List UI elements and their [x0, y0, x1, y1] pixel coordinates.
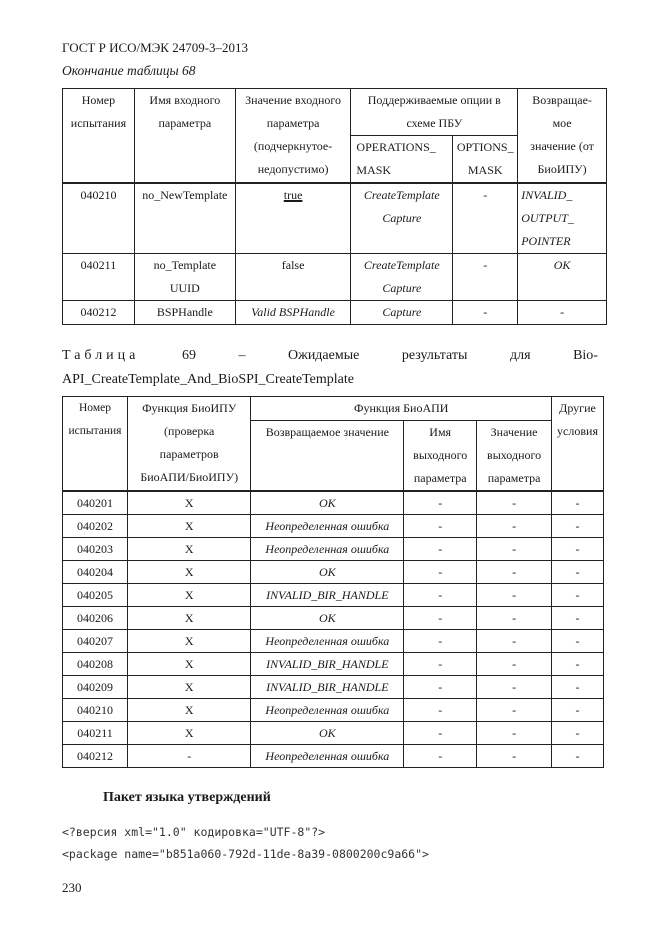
table-cell-name: - [404, 745, 477, 768]
th-bioipu-func: Функция БиоИПУ (проверка параметров БиоАПИ/БиоИПУ) [127, 397, 251, 492]
table-cell-func: X [127, 699, 251, 722]
th-operations-mask: OPERATIONS_ MASK [351, 136, 453, 184]
table-cell-ret: Неопределенная ошибка [251, 699, 404, 722]
table-cell-ret: Неопределенная ошибка [251, 515, 404, 538]
table-cell-ret: INVALID_BIR_HANDLE [251, 653, 404, 676]
table-cell-val: - [477, 491, 552, 515]
table-cell-num: 040209 [63, 676, 128, 699]
table-cell-func: - [127, 745, 251, 768]
table-cell-other: - [552, 515, 604, 538]
table-cell-other: - [552, 745, 604, 768]
table-cell-ret: OK [251, 607, 404, 630]
table-row [63, 515, 604, 538]
table-cell-num: 040201 [63, 491, 128, 515]
th-options-mask: OPTIONS_ MASK [453, 136, 518, 184]
th-bioapi-func: Функция БиоАПИ [251, 397, 552, 421]
table-cell-other: - [552, 561, 604, 584]
table-cell-func: X [127, 515, 251, 538]
th-return-value: Возвращаемое значение [251, 421, 404, 492]
table-cell-func: X [127, 584, 251, 607]
table-68 [62, 88, 607, 325]
table-cell-name: - [404, 491, 477, 515]
table-cell-num: 040205 [63, 584, 128, 607]
table-row: 040210 no_NewTemplate true CreateTemplate Capture - INVALID_ OUTPUT_ POINTER [63, 183, 607, 254]
table68-header-row [63, 89, 607, 136]
table-cell-val: - [477, 699, 552, 722]
th-test-num: Номер испытания [63, 397, 128, 492]
table-cell-other: - [552, 584, 604, 607]
table-cell-other: - [552, 676, 604, 699]
table-row: 040211 no_Template UUID false CreateTemplate Capture - OK [63, 254, 607, 301]
table-cell-val: - [477, 630, 552, 653]
table-row [63, 538, 604, 561]
table-cell-func: X [127, 538, 251, 561]
table-cell-name: - [404, 515, 477, 538]
table-cell-name: - [404, 653, 477, 676]
table-cell-num: 040204 [63, 561, 128, 584]
table-cell-name: - [404, 699, 477, 722]
th-out-value: Значение выходного параметра [477, 421, 552, 492]
table-cell-name: - [404, 561, 477, 584]
table69-header-row [63, 397, 604, 421]
th-input-name: Имя входного параметра [134, 89, 235, 184]
table-cell-val: - [477, 584, 552, 607]
table-cell-val: - [477, 745, 552, 768]
table-cell-name: - [404, 676, 477, 699]
table-cell-name: - [404, 607, 477, 630]
table-cell-ret: OK [251, 491, 404, 515]
table-cell-val: - [477, 653, 552, 676]
table-row [63, 584, 604, 607]
table-cell-name: - [404, 722, 477, 745]
table-cell-val: - [477, 538, 552, 561]
table-cell-func: X [127, 722, 251, 745]
page-number: 230 [62, 880, 82, 895]
table-cell-ret: Неопределенная ошибка [251, 630, 404, 653]
table-row [63, 653, 604, 676]
table69-body [63, 491, 604, 768]
table-row [63, 561, 604, 584]
table-cell-num: 040208 [63, 653, 128, 676]
table-cell-other: - [552, 630, 604, 653]
th-returned: Возвращае- мое значение (от БиоИПУ) [518, 89, 607, 184]
table-cell-func: X [127, 491, 251, 515]
table-cell-name: - [404, 584, 477, 607]
table-cell-other: - [552, 491, 604, 515]
table-cell-ret: INVALID_BIR_HANDLE [251, 676, 404, 699]
table-row [63, 491, 604, 515]
table-cell-other: - [552, 607, 604, 630]
table-cell-other: - [552, 699, 604, 722]
table-cell-num: 040207 [63, 630, 128, 653]
table-row [63, 745, 604, 768]
table-cell-func: X [127, 630, 251, 653]
table-cell-name: - [404, 630, 477, 653]
table-cell-val: - [477, 561, 552, 584]
table-cell-func: X [127, 676, 251, 699]
table-cell-ret: Неопределенная ошибка [251, 745, 404, 768]
table-row [63, 607, 604, 630]
code-line-1: <?версия xml="1.0" кодировка="UTF-8"?> [62, 825, 326, 839]
table-cell-val: - [477, 722, 552, 745]
table-row [63, 699, 604, 722]
table68-caption: Окончание таблицы 68 [62, 63, 196, 78]
table-cell-num: 040210 [63, 699, 128, 722]
table-cell-other: - [552, 653, 604, 676]
table-cell-name: - [404, 538, 477, 561]
table-cell-num: 040202 [63, 515, 128, 538]
section-title: Пакет языка утверждений [103, 790, 271, 805]
table-cell-ret: Неопределенная ошибка [251, 538, 404, 561]
table-row [63, 676, 604, 699]
table-row [63, 630, 604, 653]
table-cell-func: X [127, 561, 251, 584]
th-out-name: Имя выходного параметра [404, 421, 477, 492]
code-line-2: <package name="b851a060-792d-11de-8a39-0800200c9a66"> [62, 847, 429, 861]
table-cell-num: 040211 [63, 722, 128, 745]
table-cell-num: 040206 [63, 607, 128, 630]
table-69 [62, 396, 604, 768]
table-cell-val: - [477, 676, 552, 699]
th-other: Другие условия [552, 397, 604, 492]
table-cell-ret: OK [251, 561, 404, 584]
table-cell-other: - [552, 538, 604, 561]
table-cell-num: 040203 [63, 538, 128, 561]
table-cell-num: 040212 [63, 745, 128, 768]
table-row: 040212 BSPHandle Valid BSPHandle Capture - - [63, 301, 607, 325]
table-cell-other: - [552, 722, 604, 745]
standard-header: ГОСТ Р ИСО/МЭК 24709-3–2013 [62, 40, 249, 55]
table-cell-val: - [477, 515, 552, 538]
table-cell-func: X [127, 653, 251, 676]
th-input-value: Значение входного параметра (подчеркнутое- недопустимо) [235, 89, 351, 184]
table-cell-ret: INVALID_BIR_HANDLE [251, 584, 404, 607]
table-row [63, 722, 604, 745]
table-cell-val: - [477, 607, 552, 630]
table-cell-ret: OK [251, 722, 404, 745]
th-supported-options: Поддерживаемые опции в схеме ПБУ [351, 89, 518, 136]
table-cell-func: X [127, 607, 251, 630]
th-test-num: Номер испытания [63, 89, 135, 184]
table69-title: Таблица 69 – Ожидаемые результаты для Bio- API_CreateTemplate_And_BioSPI_CreateTemplate [62, 348, 598, 387]
